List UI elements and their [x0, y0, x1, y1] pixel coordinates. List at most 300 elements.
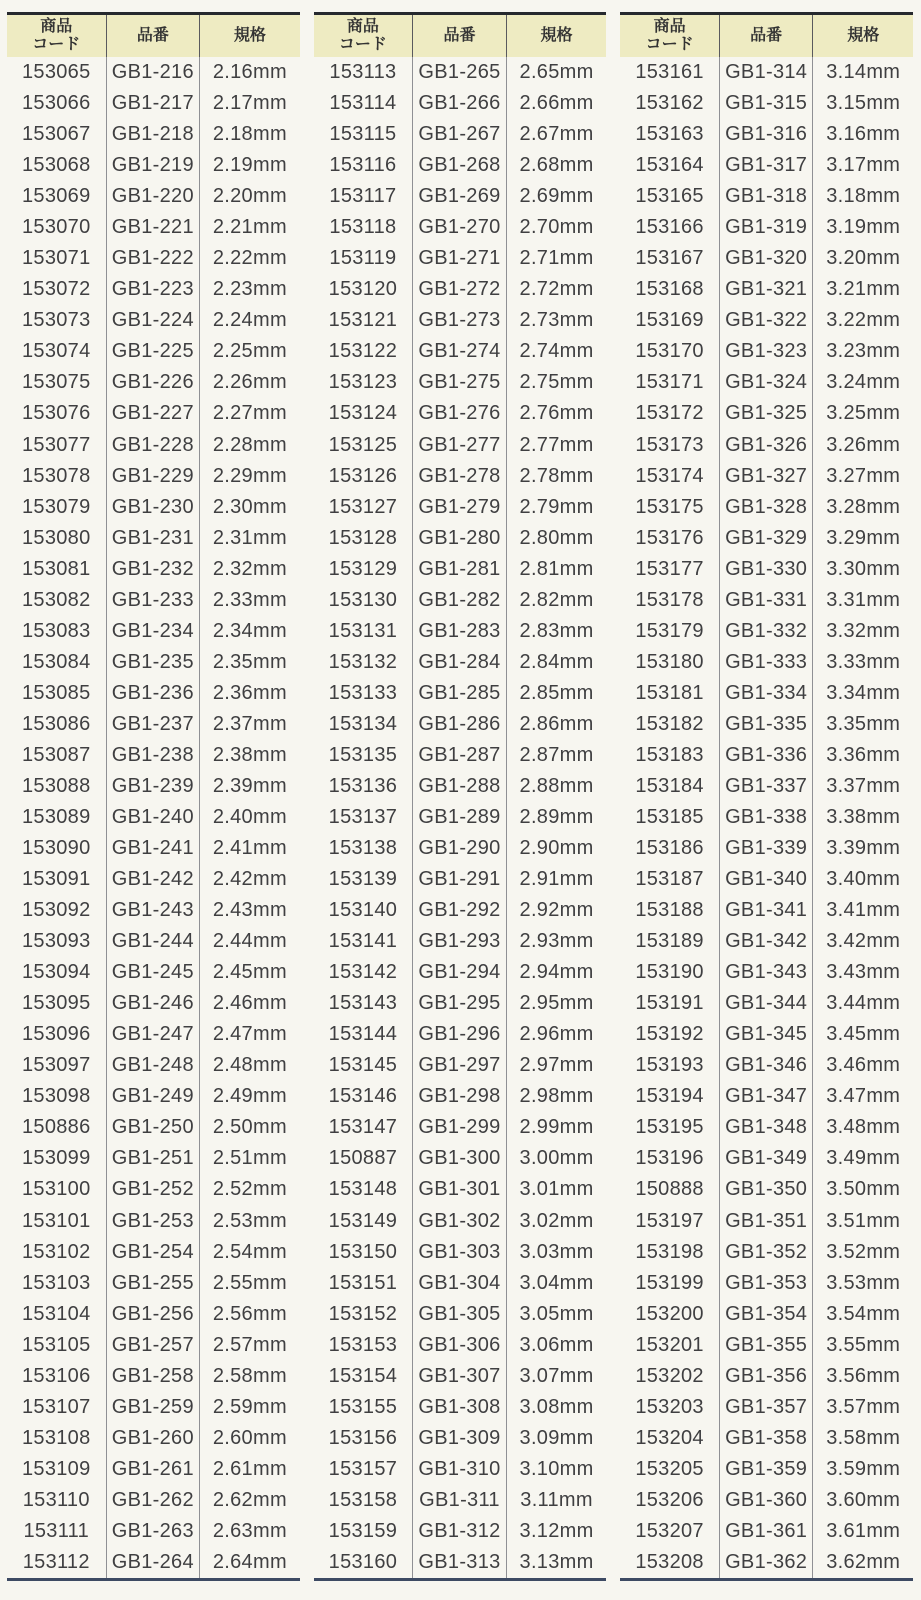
part-number-cell: GB1-322: [720, 305, 814, 336]
product-code-cell: 153146: [314, 1081, 414, 1112]
part-number-cell: GB1-216: [107, 57, 201, 88]
product-code-cell: 150888: [620, 1174, 720, 1205]
part-number-cell: GB1-229: [107, 461, 201, 492]
part-number-cell: GB1-328: [720, 492, 814, 523]
product-code-cell: 153182: [620, 709, 720, 740]
part-number-cell: GB1-343: [720, 957, 814, 988]
spec-cell: 2.41mm: [212, 837, 287, 860]
spec-cell: 3.26mm: [826, 433, 901, 456]
spec-cell: 2.45mm: [212, 961, 287, 984]
spec-cell: 3.60mm: [826, 1488, 901, 1511]
part-number-cell: GB1-236: [107, 678, 201, 709]
product-code-cell: 153152: [314, 1299, 414, 1330]
spec-cell: 2.48mm: [212, 1054, 287, 1077]
part-number-cell: GB1-268: [413, 150, 507, 181]
spec-cell: 2.56mm: [212, 1302, 287, 1325]
product-code-cell: 153081: [7, 554, 107, 585]
spec-cell: 2.21mm: [212, 216, 287, 239]
part-number-cell: GB1-265: [413, 57, 507, 88]
product-code-cell: 153188: [620, 895, 720, 926]
part-number-cell: GB1-305: [413, 1299, 507, 1330]
part-number-cell: GB1-307: [413, 1361, 507, 1392]
product-code-cell: 153092: [7, 895, 107, 926]
part-number-cell: GB1-358: [720, 1423, 814, 1454]
product-code-cell: 153204: [620, 1423, 720, 1454]
part-number-cell: GB1-280: [413, 523, 507, 554]
product-code-cell: 153159: [314, 1516, 414, 1547]
part-number-cell: GB1-225: [107, 336, 201, 367]
part-number-cell: GB1-333: [720, 647, 814, 678]
spec-cell: 2.35mm: [212, 650, 287, 673]
part-number-cell: GB1-320: [720, 243, 814, 274]
spec-cell: 2.29mm: [212, 464, 287, 487]
spec-cell: 2.33mm: [212, 588, 287, 611]
spec-cell: 2.51mm: [212, 1147, 287, 1170]
spec-cell: 2.47mm: [212, 1023, 287, 1046]
part-number-cell: GB1-220: [107, 181, 201, 212]
spec-cell: 2.98mm: [519, 1085, 594, 1108]
spec-cell: 2.60mm: [212, 1426, 287, 1449]
col-header-product-code: [620, 15, 720, 57]
product-code-cell: 153097: [7, 1050, 107, 1081]
part-number-cell: GB1-362: [720, 1547, 814, 1578]
part-number-cell: GB1-325: [720, 398, 814, 429]
spec-cell: 2.24mm: [212, 309, 287, 332]
product-code-cell: 153189: [620, 926, 720, 957]
part-number-cell: GB1-351: [720, 1206, 814, 1237]
part-number-cell: GB1-270: [413, 212, 507, 243]
spec-cell: 2.54mm: [212, 1240, 287, 1263]
part-number-cell: GB1-243: [107, 895, 201, 926]
part-number-cell: GB1-304: [413, 1268, 507, 1299]
spec-cell: 3.24mm: [826, 371, 901, 394]
spec-cell: 2.88mm: [519, 774, 594, 797]
product-code-cell: 153098: [7, 1081, 107, 1112]
product-code-cell: 153125: [314, 429, 414, 460]
product-code-cell: 153090: [7, 833, 107, 864]
product-code-cell: 153201: [620, 1330, 720, 1361]
part-number-cell: GB1-350: [720, 1174, 814, 1205]
col-header-product-code: [314, 15, 414, 57]
col-header-part-number: 品番: [720, 15, 814, 57]
spec-cell: 3.34mm: [826, 681, 901, 704]
spec-cell: 3.44mm: [826, 992, 901, 1015]
product-code-cell: 153127: [314, 492, 414, 523]
part-number-cell: GB1-244: [107, 926, 201, 957]
product-code-cell: 153194: [620, 1081, 720, 1112]
product-code-cell: 153172: [620, 398, 720, 429]
product-code-cell: 153101: [7, 1206, 107, 1237]
part-number-cell: GB1-224: [107, 305, 201, 336]
spec-cell: 3.15mm: [826, 92, 901, 115]
col-header-spec: 規格: [233, 26, 266, 44]
part-number-cell: GB1-300: [413, 1143, 507, 1174]
product-code-cell: 153103: [7, 1268, 107, 1299]
spec-cell: 3.33mm: [826, 650, 901, 673]
part-number-cell: GB1-258: [107, 1361, 201, 1392]
part-number-cell: GB1-278: [413, 461, 507, 492]
spec-cell: 3.09mm: [519, 1426, 594, 1449]
product-code-cell: 153141: [314, 926, 414, 957]
col-header-product-code-line2: コード: [32, 36, 81, 53]
product-code-cell: 153178: [620, 585, 720, 616]
spec-cell: 2.42mm: [212, 868, 287, 891]
product-code-cell: 153183: [620, 740, 720, 771]
product-code-cell: 153176: [620, 523, 720, 554]
product-code-cell: 153184: [620, 771, 720, 802]
spec-cell: 2.74mm: [519, 340, 594, 363]
product-code-cell: 153118: [314, 212, 414, 243]
product-code-cell: 153156: [314, 1423, 414, 1454]
col-header-product-code-line2: コード: [338, 36, 387, 53]
part-number-cell: GB1-338: [720, 802, 814, 833]
part-number-cell: GB1-341: [720, 895, 814, 926]
product-code-cell: 153133: [314, 678, 414, 709]
product-code-cell: 153105: [7, 1330, 107, 1361]
spec-cell: 3.07mm: [519, 1364, 594, 1387]
part-number-cell: GB1-298: [413, 1081, 507, 1112]
part-number-cell: GB1-308: [413, 1392, 507, 1423]
spec-cell: 2.90mm: [519, 837, 594, 860]
part-number-cell: GB1-228: [107, 429, 201, 460]
product-code-cell: 153124: [314, 398, 414, 429]
part-number-cell: GB1-321: [720, 274, 814, 305]
spec-cell: 2.23mm: [212, 278, 287, 301]
product-code-cell: 153085: [7, 678, 107, 709]
spec-cell: 2.66mm: [519, 92, 594, 115]
part-number-cell: GB1-246: [107, 988, 201, 1019]
part-number-cell: GB1-240: [107, 802, 201, 833]
part-number-cell: GB1-310: [413, 1454, 507, 1485]
spec-cell: 2.19mm: [212, 154, 287, 177]
col-header-product-code: [7, 15, 107, 57]
spec-cell: 2.17mm: [212, 92, 287, 115]
spec-cell: 2.27mm: [212, 402, 287, 425]
product-code-cell: 153173: [620, 429, 720, 460]
part-number-cell: GB1-272: [413, 274, 507, 305]
spec-cell: 2.70mm: [519, 216, 594, 239]
part-number-cell: GB1-291: [413, 864, 507, 895]
part-number-cell: GB1-221: [107, 212, 201, 243]
spec-cell: 3.08mm: [519, 1395, 594, 1418]
part-number-cell: GB1-326: [720, 429, 814, 460]
product-code-cell: 153185: [620, 802, 720, 833]
product-code-cell: 153114: [314, 88, 414, 119]
part-number-cell: GB1-227: [107, 398, 201, 429]
product-code-cell: 153119: [314, 243, 414, 274]
spec-cell: 2.89mm: [519, 805, 594, 828]
part-number-cell: GB1-337: [720, 771, 814, 802]
spec-cell: 2.38mm: [212, 743, 287, 766]
spec-cell: 2.63mm: [212, 1519, 287, 1542]
spec-cell: 2.78mm: [519, 464, 594, 487]
spec-cell: 2.69mm: [519, 185, 594, 208]
product-code-cell: 153108: [7, 1423, 107, 1454]
spec-cell: 3.30mm: [826, 557, 901, 580]
spec-cell: 3.21mm: [826, 278, 901, 301]
product-code-cell: 153144: [314, 1019, 414, 1050]
spec-cell: 2.46mm: [212, 992, 287, 1015]
part-number-cell: GB1-303: [413, 1237, 507, 1268]
spec-cell: 2.67mm: [519, 123, 594, 146]
product-code-cell: 153131: [314, 616, 414, 647]
part-number-cell: GB1-361: [720, 1516, 814, 1547]
product-code-cell: 153099: [7, 1143, 107, 1174]
part-number-cell: GB1-262: [107, 1485, 201, 1516]
spec-cell: 2.87mm: [519, 743, 594, 766]
spec-cell: 2.25mm: [212, 340, 287, 363]
product-code-cell: 153148: [314, 1174, 414, 1205]
spec-cell: 2.62mm: [212, 1488, 287, 1511]
product-code-cell: 153153: [314, 1330, 414, 1361]
part-number-cell: GB1-287: [413, 740, 507, 771]
spec-cell: 2.39mm: [212, 774, 287, 797]
product-code-cell: 153096: [7, 1019, 107, 1050]
part-number-cell: GB1-289: [413, 802, 507, 833]
product-code-cell: 153068: [7, 150, 107, 181]
part-number-cell: GB1-223: [107, 274, 201, 305]
part-number-cell: GB1-292: [413, 895, 507, 926]
spec-cell: 2.99mm: [519, 1116, 594, 1139]
table-body: [620, 57, 913, 1578]
part-number-cell: GB1-242: [107, 864, 201, 895]
part-number-cell: GB1-239: [107, 771, 201, 802]
product-code-cell: 153100: [7, 1174, 107, 1205]
product-code-cell: 153116: [314, 150, 414, 181]
spec-cell: 2.37mm: [212, 712, 287, 735]
spec-cell: 2.59mm: [212, 1395, 287, 1418]
product-code-cell: 153191: [620, 988, 720, 1019]
spec-cell: 2.32mm: [212, 557, 287, 580]
spec-cell: 3.12mm: [519, 1519, 594, 1542]
part-number-cell: GB1-245: [107, 957, 201, 988]
spec-cell: 3.22mm: [826, 309, 901, 332]
product-code-cell: 153170: [620, 336, 720, 367]
part-number-cell: GB1-269: [413, 181, 507, 212]
part-number-cell: GB1-257: [107, 1330, 201, 1361]
part-number-cell: GB1-342: [720, 926, 814, 957]
product-code-cell: 153106: [7, 1361, 107, 1392]
part-number-cell: GB1-288: [413, 771, 507, 802]
product-code-cell: 153104: [7, 1299, 107, 1330]
spec-cell: 2.30mm: [212, 495, 287, 518]
part-number-cell: GB1-345: [720, 1019, 814, 1050]
part-number-cell: GB1-263: [107, 1516, 201, 1547]
part-number-cell: GB1-311: [413, 1485, 507, 1516]
spec-cell: 2.83mm: [519, 619, 594, 642]
part-number-cell: GB1-347: [720, 1081, 814, 1112]
product-code-cell: 150886: [7, 1112, 107, 1143]
product-code-cell: 153080: [7, 523, 107, 554]
col-header-part-number: 品番: [107, 15, 201, 57]
spec-cell: 2.84mm: [519, 650, 594, 673]
spec-cell: 2.86mm: [519, 712, 594, 735]
product-code-cell: 153094: [7, 957, 107, 988]
part-number-cell: GB1-277: [413, 429, 507, 460]
spec-cell: 3.37mm: [826, 774, 901, 797]
spec-cell: 2.52mm: [212, 1178, 287, 1201]
spec-cell: 3.25mm: [826, 402, 901, 425]
part-number-cell: GB1-247: [107, 1019, 201, 1050]
part-number-cell: GB1-294: [413, 957, 507, 988]
product-code-cell: 153109: [7, 1454, 107, 1485]
spec-cell: 3.62mm: [826, 1550, 901, 1573]
col-header-product-code-line1: 商品: [653, 17, 686, 35]
col-header-product-code-line1: 商品: [346, 17, 379, 35]
part-number-cell: GB1-264: [107, 1547, 201, 1578]
spec-cell: 3.59mm: [826, 1457, 901, 1480]
product-code-cell: 153093: [7, 926, 107, 957]
part-number-cell: GB1-279: [413, 492, 507, 523]
spec-cell: 3.50mm: [826, 1178, 901, 1201]
spec-cell: 3.17mm: [826, 154, 901, 177]
spec-cell: 2.97mm: [519, 1054, 594, 1077]
part-number-cell: GB1-316: [720, 119, 814, 150]
product-code-cell: 153165: [620, 181, 720, 212]
product-code-cell: 153126: [314, 461, 414, 492]
spec-cell: 3.16mm: [826, 123, 901, 146]
spec-cell: 2.92mm: [519, 899, 594, 922]
product-code-cell: 153134: [314, 709, 414, 740]
spec-cell: 2.58mm: [212, 1364, 287, 1387]
spec-cell: 2.31mm: [212, 526, 287, 549]
part-number-cell: GB1-331: [720, 585, 814, 616]
product-code-cell: 153180: [620, 647, 720, 678]
part-number-cell: GB1-319: [720, 212, 814, 243]
product-code-cell: 153112: [7, 1547, 107, 1578]
spec-cell: 3.18mm: [826, 185, 901, 208]
part-number-cell: GB1-356: [720, 1361, 814, 1392]
part-number-cell: GB1-275: [413, 367, 507, 398]
spec-cell: 2.72mm: [519, 278, 594, 301]
product-code-cell: 153198: [620, 1237, 720, 1268]
spec-cell: 2.36mm: [212, 681, 287, 704]
spec-cell: 3.32mm: [826, 619, 901, 642]
part-number-cell: GB1-295: [413, 988, 507, 1019]
col-header-product-code-line2: コード: [645, 36, 694, 53]
part-number-cell: GB1-253: [107, 1206, 201, 1237]
spec-cell: 3.29mm: [826, 526, 901, 549]
product-code-cell: 153076: [7, 398, 107, 429]
spec-cell: 2.68mm: [519, 154, 594, 177]
part-number-cell: GB1-318: [720, 181, 814, 212]
spec-cell: 2.57mm: [212, 1333, 287, 1356]
product-code-cell: 153195: [620, 1112, 720, 1143]
product-table-1: [7, 12, 300, 1581]
spec-cell: 3.53mm: [826, 1271, 901, 1294]
product-code-cell: 153161: [620, 57, 720, 88]
part-number-cell: GB1-249: [107, 1081, 201, 1112]
spec-cell: 2.26mm: [212, 371, 287, 394]
spec-cell: 3.51mm: [826, 1209, 901, 1232]
product-code-cell: 153107: [7, 1392, 107, 1423]
spec-cell: 3.11mm: [520, 1488, 593, 1511]
product-code-cell: 153162: [620, 88, 720, 119]
product-code-cell: 153181: [620, 678, 720, 709]
part-number-cell: GB1-344: [720, 988, 814, 1019]
product-code-cell: 153091: [7, 864, 107, 895]
spec-cell: 2.79mm: [519, 495, 594, 518]
spec-cell: 3.43mm: [826, 961, 901, 984]
part-number-cell: GB1-346: [720, 1050, 814, 1081]
part-number-cell: GB1-314: [720, 57, 814, 88]
part-number-cell: GB1-237: [107, 709, 201, 740]
product-code-cell: 153121: [314, 305, 414, 336]
table-header: [314, 15, 607, 57]
spec-cell: 2.77mm: [519, 433, 594, 456]
spec-cell: 2.94mm: [519, 961, 594, 984]
spec-cell: 3.52mm: [826, 1240, 901, 1263]
product-code-cell: 153084: [7, 647, 107, 678]
spec-cell: 3.41mm: [826, 899, 901, 922]
product-code-cell: 153067: [7, 119, 107, 150]
part-number-cell: GB1-256: [107, 1299, 201, 1330]
spec-cell: 2.82mm: [519, 588, 594, 611]
product-code-cell: 153155: [314, 1392, 414, 1423]
col-header-spec: 規格: [540, 26, 573, 44]
spec-cell: 3.35mm: [826, 712, 901, 735]
product-code-cell: 153137: [314, 802, 414, 833]
spec-cell: 3.19mm: [826, 216, 901, 239]
spec-cell: 2.71mm: [519, 247, 594, 270]
spec-cell: 2.44mm: [212, 930, 287, 953]
spec-cell: 3.54mm: [826, 1302, 901, 1325]
product-code-cell: 153145: [314, 1050, 414, 1081]
product-code-cell: 153203: [620, 1392, 720, 1423]
product-code-cell: 153202: [620, 1361, 720, 1392]
spec-cell: 3.31mm: [826, 588, 901, 611]
spec-cell: 3.47mm: [826, 1085, 901, 1108]
spec-cell: 3.04mm: [519, 1271, 594, 1294]
spec-cell: 2.73mm: [519, 309, 594, 332]
spec-cell: 3.14mm: [826, 61, 901, 84]
spec-cell: 3.39mm: [826, 837, 901, 860]
part-number-cell: GB1-282: [413, 585, 507, 616]
product-code-cell: 153071: [7, 243, 107, 274]
part-number-cell: GB1-332: [720, 616, 814, 647]
part-number-cell: GB1-313: [413, 1547, 507, 1578]
part-number-cell: GB1-230: [107, 492, 201, 523]
product-code-cell: 153135: [314, 740, 414, 771]
product-code-cell: 153168: [620, 274, 720, 305]
part-number-cell: GB1-312: [413, 1516, 507, 1547]
product-code-cell: 153169: [620, 305, 720, 336]
part-number-cell: GB1-302: [413, 1206, 507, 1237]
part-number-cell: GB1-232: [107, 554, 201, 585]
product-code-cell: 153083: [7, 616, 107, 647]
part-number-cell: GB1-334: [720, 678, 814, 709]
spec-cell: 3.00mm: [519, 1147, 594, 1170]
part-number-cell: GB1-252: [107, 1174, 201, 1205]
part-number-cell: GB1-353: [720, 1268, 814, 1299]
part-number-cell: GB1-266: [413, 88, 507, 119]
spec-cell: 2.80mm: [519, 526, 594, 549]
product-code-cell: 153123: [314, 367, 414, 398]
part-number-cell: GB1-324: [720, 367, 814, 398]
part-number-cell: GB1-301: [413, 1174, 507, 1205]
part-number-cell: GB1-274: [413, 336, 507, 367]
spec-cell: 2.22mm: [212, 247, 287, 270]
product-code-cell: 153088: [7, 771, 107, 802]
product-code-cell: 153082: [7, 585, 107, 616]
product-code-cell: 153065: [7, 57, 107, 88]
spec-cell: 3.27mm: [826, 464, 901, 487]
product-code-cell: 153150: [314, 1237, 414, 1268]
product-code-cell: 153193: [620, 1050, 720, 1081]
part-number-cell: GB1-267: [413, 119, 507, 150]
part-number-cell: GB1-250: [107, 1112, 201, 1143]
product-code-cell: 153177: [620, 554, 720, 585]
